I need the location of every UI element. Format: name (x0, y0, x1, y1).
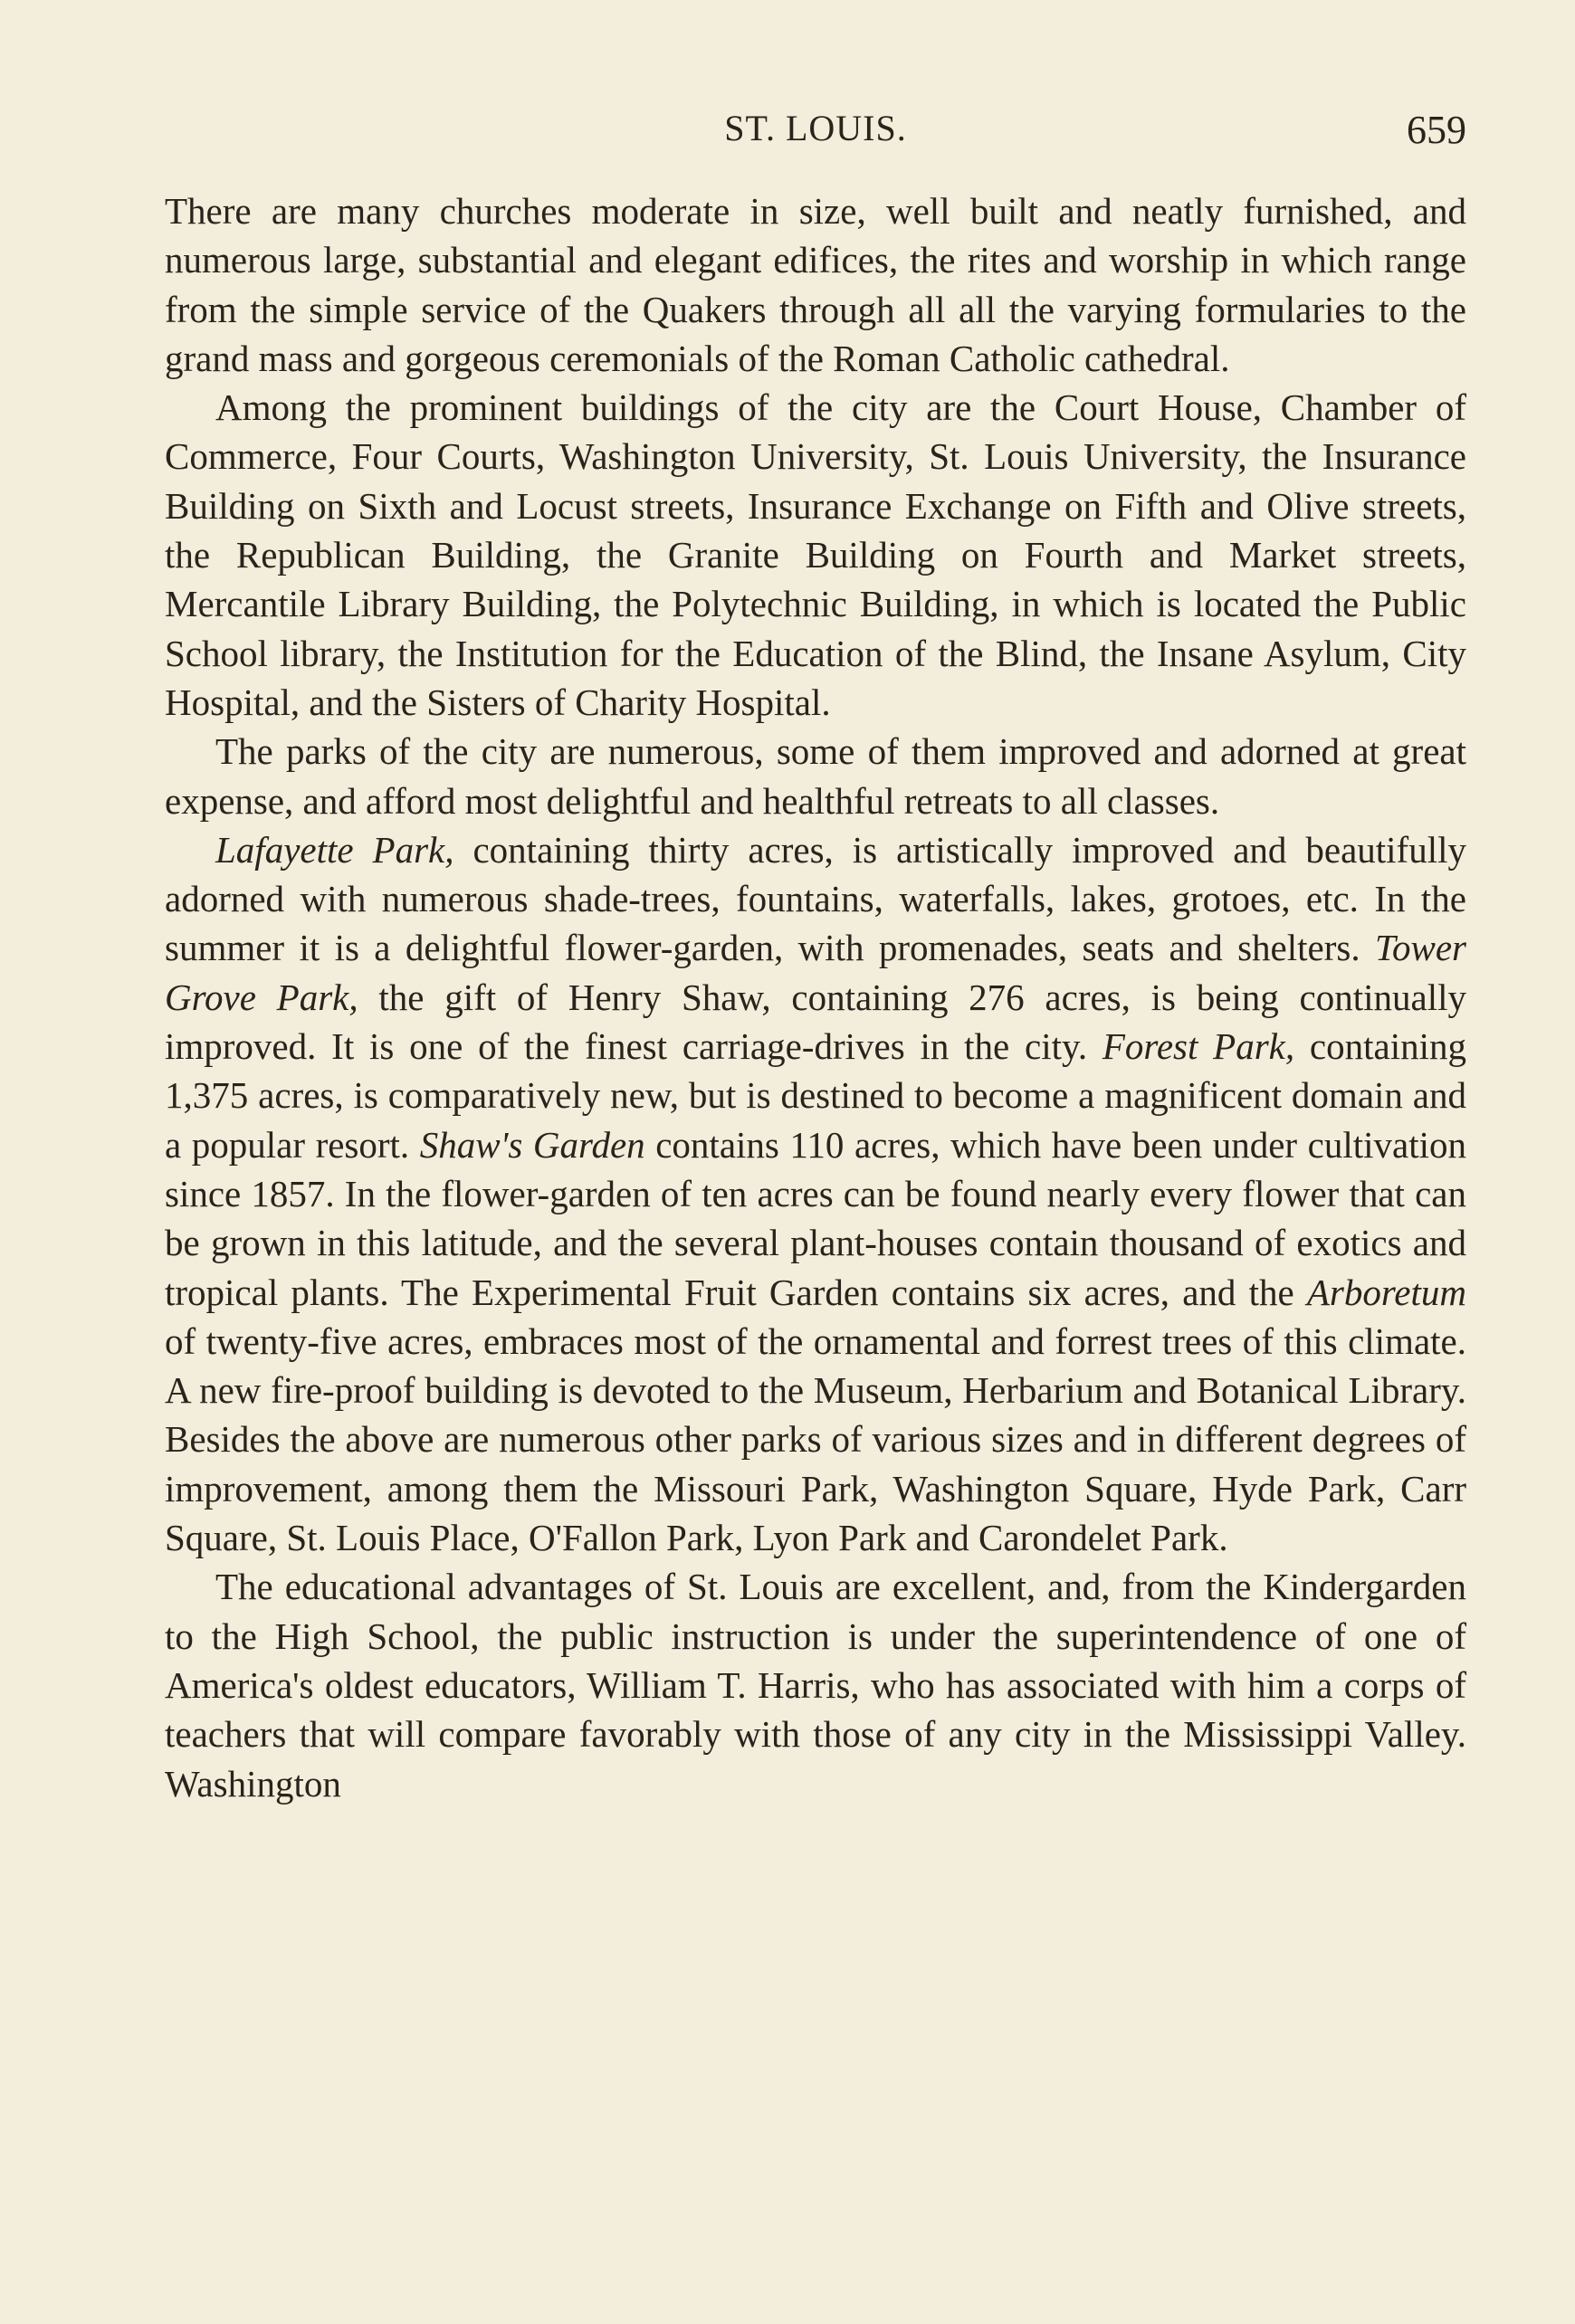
text-run: contains 110 acres, which have been under cultivation since 1857. In the flower-garden of ten acres can be found nearly every flower that can be grown in this latitude, and the several plant-houses contain thousand of exotics and tropical plants. The Experimental Fruit Garden contains six acres, and the (165, 1123, 1466, 1313)
text-run: The parks of the city are numerous, some of them improved and adorned at great expense, and afford most delightful and healthful retreats to all classes. (165, 730, 1466, 822)
italic-run: Lafayette Park, (215, 828, 454, 871)
running-head: ST. LOUIS. (724, 108, 907, 148)
text-run: containing 1,375 acres, is comparatively new, but is destined to become a magnificent domain and a popular resort. (165, 1025, 1466, 1166)
text-run: of twenty-five acres, embraces most of the ornamental and forrest trees of this climate. A new fire-proof building is devoted to the Museum, Herbarium and Botanical Library. Besides the above are numerous other parks of various sizes and in different degrees of improvement, among them the Missouri Park, Washington Square, Hyde Park, Carr Square, St. Louis Place, O'Fallon Park, Lyon Park and Carondelet Park. (165, 1319, 1466, 1559)
body-text (165, 186, 1466, 1808)
page-header (165, 107, 1466, 161)
italic-run: Forest Park, (1102, 1025, 1295, 1068)
paragraph-parks-intro (165, 727, 1466, 825)
italic-run: Tower Grove Park, (165, 927, 1466, 1018)
text-run: Among the prominent buildings of the city are the Court House, Chamber of Commerce, Four Courts, Washington University, St. Louis University, the Insurance Building on Sixth and Locust streets, Insurance Exchange on Fifth and Olive streets, the Republican Building, the Granite Building on Fourth and Market streets, Mercantile Library Building, the Polytechnic Building, in which is located the Public School library, the Institution for the Education of the Blind, the Insane Asylum, City Hospital, and the Sisters of Charity Hospital. (165, 386, 1466, 723)
text-run: The educational advantages of St. Louis are excellent, and, from the Kindergarden to the High School, the public instruction is under the superintendence of one of America's oldest educators, William T. Harris, who has associated with him a corps of teachers that will compare favorably with those of any city in the Mississippi Valley. Washington (165, 1566, 1466, 1805)
paragraph-buildings (165, 383, 1466, 727)
text-run: There are many churches moderate in size, well built and neatly furnished, and numerous large, substantial and elegant edifices, the rites and worship in which range from the simple service of the Quakers through all all the varying formularies to the grand mass and gorgeous ceremonials of the Roman Catholic cathedral. (165, 190, 1466, 379)
paragraph-education (165, 1562, 1466, 1807)
text-run: the gift of Henry Shaw, containing 276 acres, is being continually improved. It is one of the finest carriage-drives in the city. (165, 976, 1466, 1068)
italic-run: Shaw's Garden (419, 1123, 645, 1166)
italic-run: Arboretum (1306, 1271, 1466, 1313)
page-number: 659 (1407, 108, 1466, 152)
paragraph-churches (165, 186, 1466, 383)
paragraph-parks-detail (165, 825, 1466, 1562)
text-run: containing thirty acres, is artistically improved and beautifully adorned with numerous shade-trees, fountains, waterfalls, lakes, grotoes, etc. In the summer it is a delightful flower-garden, with promenades, seats and shelters. (165, 828, 1466, 969)
